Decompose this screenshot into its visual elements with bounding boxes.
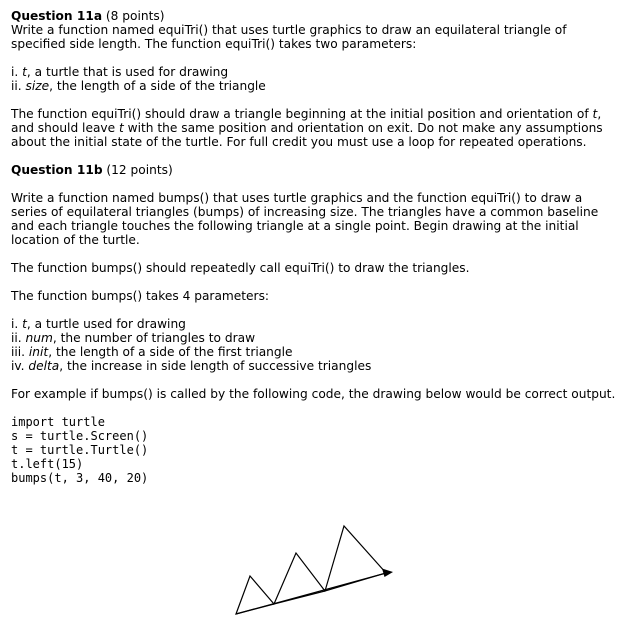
q11a-param-list (11, 65, 616, 93)
turtle-arrow-icon (382, 569, 393, 578)
q11a-title: Question 11a (11, 9, 103, 23)
q11b-intro: Write a function named bumps() that uses turtle graphics and the function equiTri() to draw a series of equilateral triangles (bumps) of increasing size. The triangles have a common baseline and each triangle touches the following triangle at a single point. Begin drawing at the initial location of the turtle. (11, 191, 599, 247)
q11a-param-size: ii. size, the length of a side of the triangle (11, 79, 266, 93)
q11a-description: The function equiTri() should draw a triangle beginning at the initial position and orientation of t, and should leave t with the same position and orientation on exit. Do not make any assumptions about the initial state of the turtle. For full credit you must use a loop for repeated operations. (11, 107, 603, 149)
code-line: bumps(t, 3, 40, 20) (11, 471, 149, 485)
q11b-points: (12 points) (102, 163, 173, 177)
q11b-param-init: iii. init, the length of a side of the first triangle (11, 345, 293, 359)
q11b-param-num: ii. num, the number of triangles to draw (11, 331, 256, 345)
code-line: t = turtle.Turtle() (11, 443, 149, 457)
q11b-heading (11, 163, 616, 177)
q11a-intro: Write a function named equiTri() that uses turtle graphics to draw an equilateral triangle of specified side length. The function equiTri() takes two parameters: (11, 23, 567, 51)
q11a-points: (8 points) (102, 9, 165, 23)
q11b-param-t: i. t, a turtle used for drawing (11, 317, 186, 331)
code-line: t.left(15) (11, 457, 84, 471)
bump-triangle-1 (236, 576, 274, 614)
code-line: s = turtle.Screen() (11, 429, 149, 443)
q11b-title: Question 11b (11, 163, 103, 177)
baseline-line (236, 573, 386, 614)
document (11, 9, 616, 485)
q11b-param-list (11, 317, 616, 373)
code-block (11, 415, 616, 485)
q11b-example-text: For example if bumps() is called by the following code, the drawing below would be correct output. (11, 387, 616, 401)
q11b-param-delta: iv. delta, the increase in side length of successive triangles (11, 359, 372, 373)
bump-triangle-2 (274, 553, 325, 604)
q11a-heading (11, 9, 616, 23)
q11b-params-intro: The function bumps() takes 4 parameters: (11, 289, 270, 303)
bump-triangle-3 (325, 526, 386, 591)
q11a-param-t: i. t, a turtle that is used for drawing (11, 65, 229, 79)
code-line: import turtle (11, 415, 105, 429)
q11b-call-text: The function bumps() should repeatedly call equiTri() to draw the triangles. (11, 261, 470, 275)
